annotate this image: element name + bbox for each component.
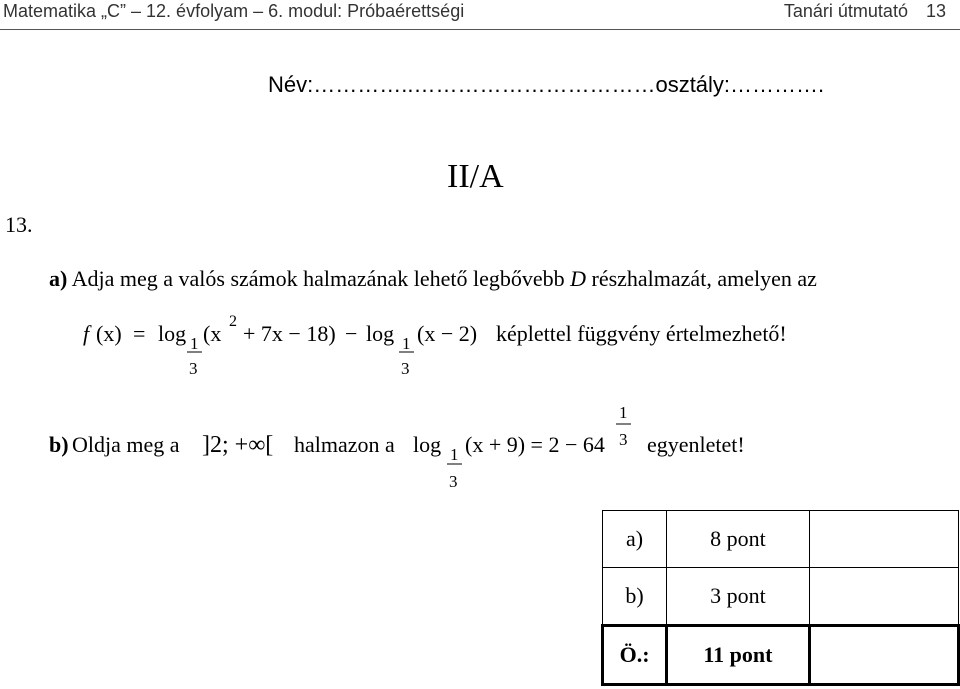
formula-base1-den: 3 bbox=[189, 359, 198, 378]
score-part: a) bbox=[603, 511, 667, 568]
table-row bbox=[603, 568, 959, 626]
part-b-log: log bbox=[413, 432, 442, 457]
formula-arg1-open: (x bbox=[203, 321, 222, 346]
score-field[interactable] bbox=[809, 511, 958, 568]
score-table bbox=[601, 510, 960, 686]
name-class-line: Név:…………..……………………………osztály:…………. bbox=[268, 72, 825, 97]
part-b-label: b) bbox=[49, 432, 69, 457]
header-guide-label: Tanári útmutató bbox=[783, 1, 908, 21]
part-b-text-before: Oldja meg a bbox=[72, 432, 180, 457]
formula-f: f bbox=[83, 321, 90, 346]
score-field[interactable] bbox=[809, 568, 958, 626]
part-b-text-end: egyenletet! bbox=[647, 432, 745, 457]
formula-base2-num: 1 bbox=[402, 334, 411, 353]
formula-arg1-rest: + 7x − 18) bbox=[243, 321, 336, 346]
task-number: 13. bbox=[5, 212, 33, 237]
score-part: Ö.: bbox=[603, 626, 667, 685]
part-b-exp-den: 3 bbox=[619, 430, 628, 449]
score-points: 8 pont bbox=[667, 511, 810, 568]
formula-minus: − bbox=[345, 321, 358, 346]
part-a-var: D bbox=[570, 266, 586, 291]
table-row-total bbox=[603, 626, 959, 685]
formula-eq: = bbox=[133, 321, 146, 346]
formula-log2: log bbox=[366, 321, 395, 346]
part-a-text-after: részhalmazát, amelyen az bbox=[586, 266, 817, 291]
score-field[interactable] bbox=[809, 626, 958, 685]
formula-exp: 2 bbox=[229, 313, 237, 330]
header-title: Matematika „C” – 12. évfolyam – 6. modul: Próbaérettségi bbox=[3, 1, 465, 21]
part-b-interval: ]2; +∞[ bbox=[202, 432, 274, 458]
formula-fx: (x) bbox=[96, 321, 122, 346]
formula-base2-den: 3 bbox=[401, 359, 410, 378]
score-part: b) bbox=[603, 568, 667, 626]
part-b-exp-num: 1 bbox=[619, 403, 628, 422]
formula-arg2: (x − 2) bbox=[417, 321, 478, 346]
formula-log1: log bbox=[158, 321, 187, 346]
part-b-base-num: 1 bbox=[450, 445, 459, 464]
table-row bbox=[603, 511, 959, 568]
score-points: 11 pont bbox=[667, 626, 810, 685]
score-points: 3 pont bbox=[667, 568, 810, 626]
formula-text-end: képlettel függvény értelmezhető! bbox=[496, 321, 787, 346]
formula-base1-num: 1 bbox=[190, 334, 199, 353]
part-b-base-den: 3 bbox=[449, 472, 458, 491]
part-b-text-mid: halmazon a bbox=[294, 432, 395, 457]
part-a-label: a) bbox=[49, 266, 68, 291]
part-a-text-before: Adja meg a valós számok halmazának lehető legbővebb bbox=[67, 266, 571, 291]
page-number: 13 bbox=[925, 1, 946, 21]
part-b-arg: (x + 9) = 2 − 64 bbox=[465, 432, 605, 457]
section-title: II/A bbox=[447, 158, 504, 195]
